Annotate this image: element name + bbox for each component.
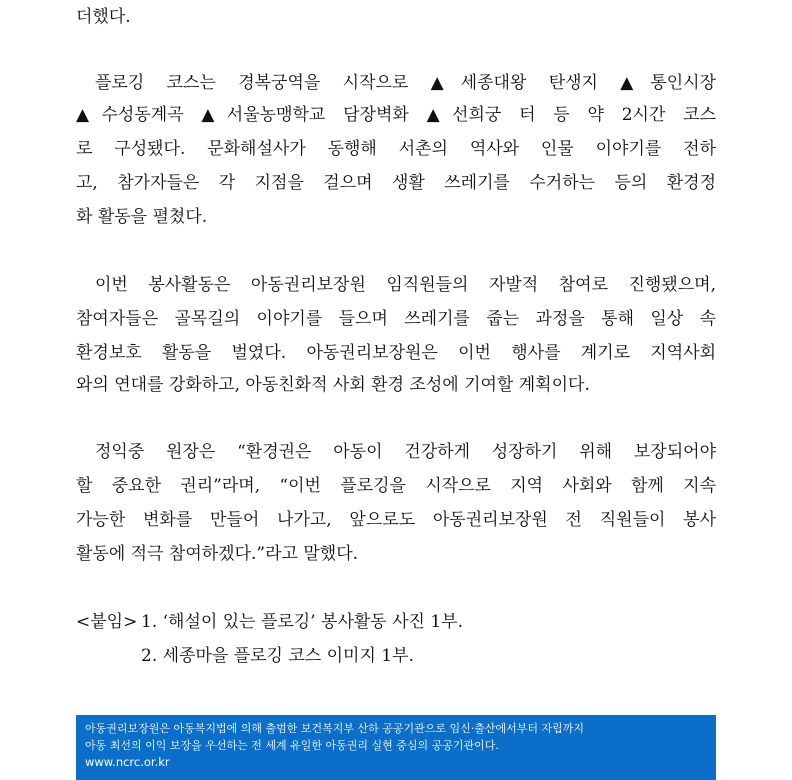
paragraph-line: 할 중요한 권리”라며, “이번 플로깅을 시작으로 지역 사회와 함께 지속: [76, 476, 716, 496]
paragraph-line: 활동에 적극 참여하겠다.”라고 말했다.: [76, 544, 359, 564]
footer-banner: [76, 715, 716, 780]
paragraph-line: 가능한 변화를 만들어 나가고, 앞으로도 아동권리보장원 전 직원들이 봉사: [76, 510, 716, 530]
paragraph-line: 정익중 원장은 “환경권은 아동이 건강하게 성장하기 위해 보장되어야: [95, 442, 716, 462]
paragraph-line: ▲수성동계곡 ▲서울농맹학교 담장벽화 ▲선희궁 터 등 약 2시간 코스: [76, 105, 716, 125]
paragraph-line: 와의 연대를 강화하고, 아동친화적 사회 환경 조성에 기여할 계획이다.: [76, 375, 590, 395]
paragraph-line: 고, 참가자들은 각 지점을 걸으며 생활 쓰레기를 수거하는 등의 환경정: [76, 173, 716, 193]
paragraph-line: 참여자들은 골목길의 이야기를 들으며 쓰레기를 줍는 과정을 통해 일상 속: [76, 309, 716, 329]
paragraph-line: 화 활동을 펼쳤다.: [76, 207, 208, 227]
footer-description-line: 아동 최선의 이익 보장을 우선하는 전 세계 유일한 아동권리 실현 중심의 공공기관이다.: [85, 739, 499, 752]
attachment-item: 2. 세종마을 플로깅 코스 이미지 1부.: [141, 646, 414, 666]
footer-description-line: 아동권리보장원은 아동복지법에 의해 출범한 보건복지부 산하 공공기관으로 임신·출산에서부터 자립까지: [85, 722, 585, 735]
paragraph-line: 환경보호 활동을 벌였다. 아동권리보장원은 이번 행사를 계기로 지역사회: [76, 343, 716, 363]
paragraph-line: 로 구성됐다. 문화해설사가 동행해 서촌의 역사와 인물 이야기를 전하: [76, 139, 716, 159]
paragraph-line: 이번 봉사활동은 아동권리보장원 임직원들의 자발적 참여로 진행됐으며,: [95, 275, 716, 295]
attachment-item: 1. ‘해설이 있는 플로깅’ 봉사활동 사진 1부.: [141, 612, 463, 632]
footer-website-link[interactable]: www.ncrc.or.kr: [85, 755, 170, 769]
lead-fragment: 더했다.: [76, 7, 131, 27]
paragraph-line: 플로깅 코스는 경복궁역을 시작으로 ▲세종대왕 탄생지 ▲통인시장: [95, 73, 716, 93]
attachments-label: <붙임>: [76, 612, 138, 632]
